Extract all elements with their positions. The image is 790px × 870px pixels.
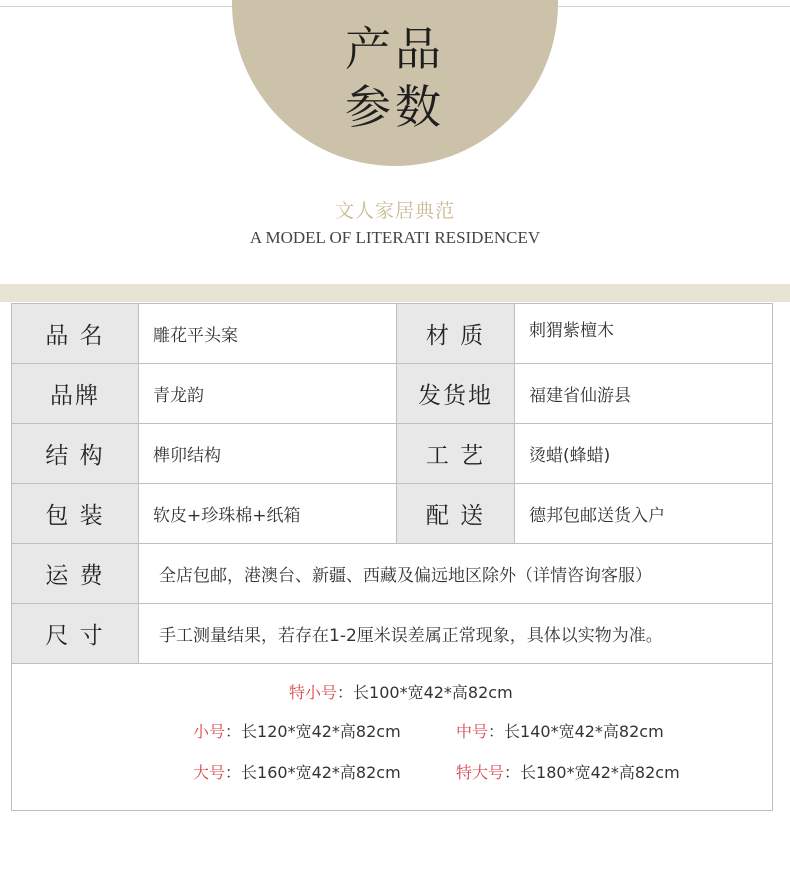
size-item-sep: ： <box>225 722 242 741</box>
size-list <box>12 664 772 810</box>
spec-value: 青龙韵 <box>139 364 397 423</box>
size-item-dims: 长120*宽42*高82cm <box>241 722 401 741</box>
size-item <box>456 760 680 783</box>
spec-row <box>12 364 772 424</box>
spec-value: 刺猬紫檀木 <box>529 321 614 341</box>
size-item-dims: 长140*宽42*高82cm <box>504 722 664 741</box>
spec-label: 结 构 <box>12 424 139 483</box>
spec-label: 包 装 <box>12 484 139 543</box>
divider-band <box>0 284 790 302</box>
title-line-2: 参数 <box>345 80 445 134</box>
size-item-sep: ： <box>488 722 505 741</box>
spec-label: 发货地 <box>397 364 515 423</box>
spec-value: 榫卯结构 <box>139 424 397 483</box>
size-label: 尺 寸 <box>12 604 139 663</box>
size-item <box>193 760 401 783</box>
size-note-row <box>12 604 772 664</box>
size-item <box>289 680 513 703</box>
size-item <box>456 719 664 742</box>
size-item-dims: 长100*宽42*高82cm <box>353 683 513 702</box>
spec-value: 雕花平头案 <box>139 304 397 363</box>
spec-label: 工 艺 <box>397 424 515 483</box>
size-item <box>193 719 401 742</box>
spec-label: 材 质 <box>397 304 515 363</box>
size-item-sep: ： <box>337 683 354 702</box>
spec-table <box>11 303 773 811</box>
spec-row <box>12 424 772 484</box>
shipping-row <box>12 544 772 604</box>
spec-label: 品 名 <box>12 304 139 363</box>
size-note-value: 手工测量结果，若存在1-2厘米误差属正常现象，具体以实物为准。 <box>159 626 663 646</box>
spec-label: 品牌 <box>12 364 139 423</box>
subtitle-chinese: 文人家居典范 <box>334 200 455 222</box>
title-line-1: 产品 <box>345 22 445 76</box>
subtitle-english: A MODEL OF LITERATI RESIDENCEV <box>249 228 541 247</box>
size-item-label: 特小号 <box>289 683 338 702</box>
size-item-label: 中号 <box>456 722 489 741</box>
spec-row <box>12 484 772 544</box>
size-item-sep: ： <box>504 763 521 782</box>
spec-value: 软皮+珍珠棉+纸箱 <box>139 484 397 543</box>
spec-row <box>12 304 772 364</box>
shipping-label: 运 费 <box>12 544 139 603</box>
spec-value: 福建省仙游县 <box>529 386 631 406</box>
size-item-label: 特大号 <box>456 763 505 782</box>
size-item-sep: ： <box>225 763 242 782</box>
size-item-label: 小号 <box>193 722 226 741</box>
size-item-dims: 长160*宽42*高82cm <box>241 763 401 782</box>
size-item-label: 大号 <box>193 763 226 782</box>
spec-value: 烫蜡(蜂蜡) <box>529 446 611 466</box>
spec-label: 配 送 <box>397 484 515 543</box>
shipping-value: 全店包邮，港澳台、新疆、西藏及偏远地区除外（详情咨询客服） <box>159 566 652 586</box>
size-item-dims: 长180*宽42*高82cm <box>520 763 680 782</box>
spec-value: 德邦包邮送货入户 <box>529 506 665 526</box>
